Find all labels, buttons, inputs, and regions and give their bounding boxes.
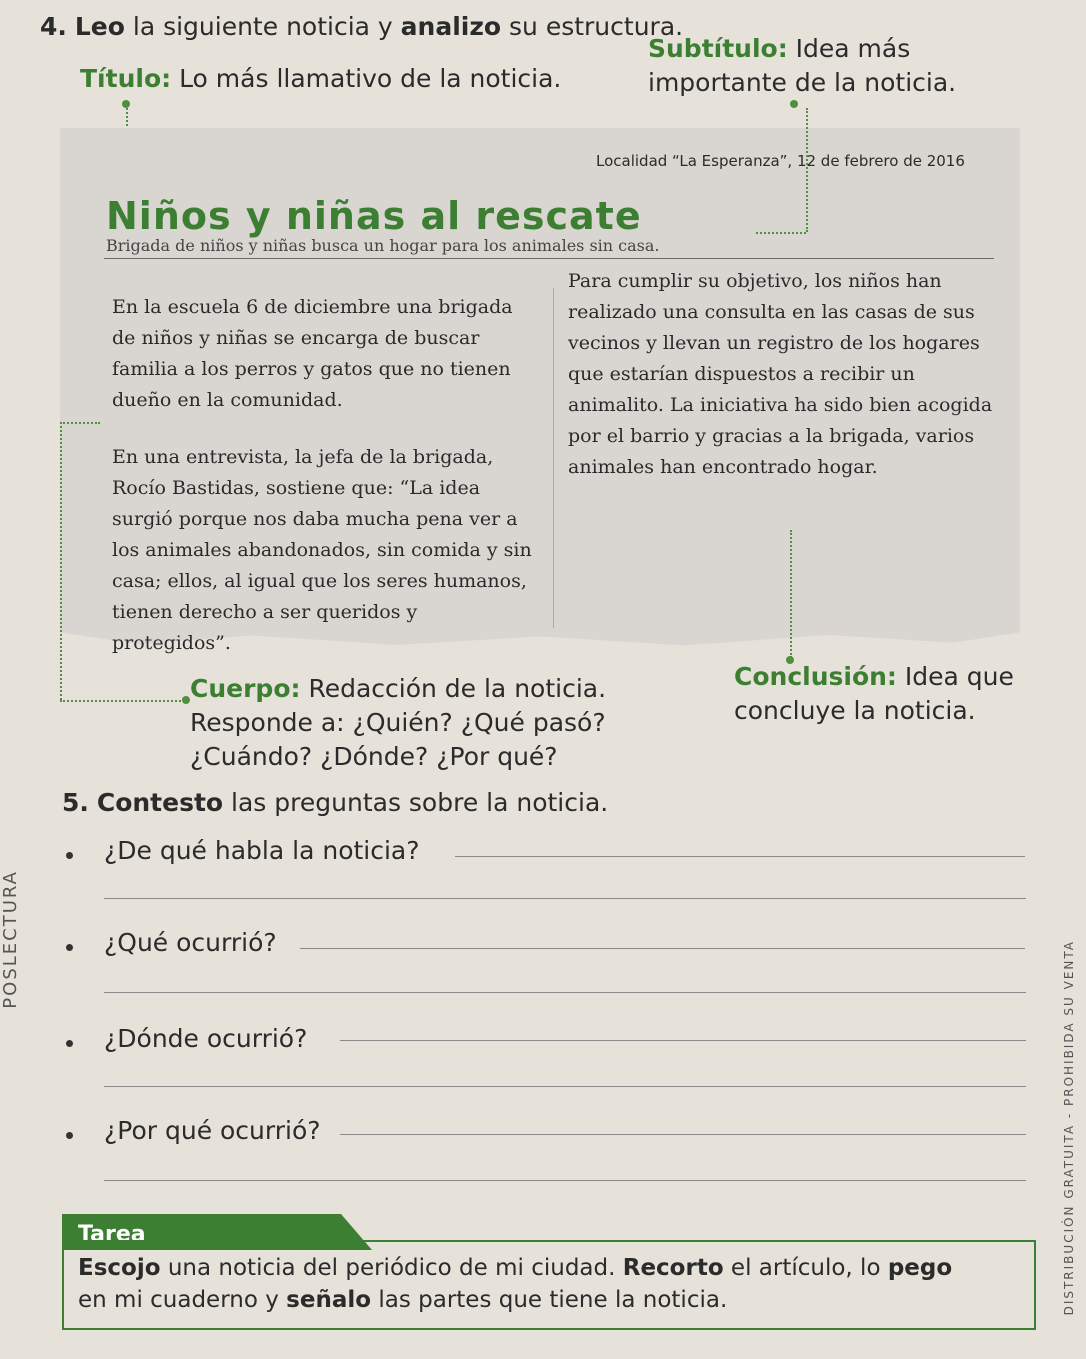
news-column-right	[568, 266, 993, 483]
title-label	[80, 62, 561, 96]
answer-line[interactable]	[455, 856, 1025, 857]
conclusion-label-text: Idea que	[896, 662, 1014, 691]
homework-text-part: las partes que tiene la noticia.	[371, 1287, 728, 1313]
answer-line[interactable]	[104, 992, 1026, 993]
answer-line[interactable]	[300, 948, 1025, 949]
section-number: 4.	[40, 12, 67, 41]
subtitle-connector-dot	[790, 100, 798, 108]
answer-line[interactable]	[340, 1134, 1026, 1135]
instruction-text: la siguiente noticia y	[124, 12, 401, 41]
subtitle-label	[648, 32, 1028, 100]
body-connector-dot	[182, 696, 190, 704]
news-column-left	[112, 292, 542, 659]
homework-text-part: una noticia del periódico de mi ciudad.	[160, 1255, 623, 1281]
instruction-verb: Leo	[74, 12, 125, 41]
subtitle-connector-line	[806, 108, 808, 232]
conclusion-label-line-2: concluye la noticia.	[734, 696, 976, 725]
section-number: 5.	[62, 788, 89, 817]
title-label-text: Lo más llamativo de la noticia.	[171, 64, 562, 93]
homework-text	[78, 1252, 1028, 1316]
homework-text-part: el artículo, lo	[723, 1255, 888, 1281]
bullet	[66, 852, 73, 859]
side-label-left: POSLECTURA	[0, 870, 21, 1009]
question: ¿Dónde ocurrió?	[104, 1024, 308, 1053]
title-label-key: Título:	[80, 64, 172, 93]
conclusion-connector-line	[790, 530, 792, 658]
homework-verb: Escojo	[78, 1255, 161, 1281]
instruction-verb-2: analizo	[400, 12, 502, 41]
news-paragraph: En la escuela 6 de diciembre una brigada de niños y niñas se encarga de buscar familia a los perros y gatos que no tienen dueño en la comunidad.	[112, 296, 513, 411]
instruction-text-end: su estructura.	[501, 12, 684, 41]
question: ¿Por qué ocurrió?	[104, 1116, 321, 1145]
subtitle-label-text-2: importante de la noticia.	[648, 68, 957, 97]
title-connector-dot	[122, 100, 130, 108]
body-label-key: Cuerpo:	[190, 674, 301, 703]
bullet	[66, 944, 73, 951]
conclusion-label-key: Conclusión:	[734, 662, 897, 691]
news-paragraph: Para cumplir su objetivo, los niños han realizado una consulta en las casas de sus vecinos y llevan un registro de los hogares que estarían dispuestos a recibir un animalito. La iniciativa ha sido bien acogida por el barrio y gracias a la brigada, varios animales han encontrado hogar.	[568, 270, 993, 478]
conclusion-label	[734, 660, 1054, 728]
column-divider	[553, 288, 554, 628]
bullet	[66, 1040, 73, 1047]
homework-text-part: en mi cuaderno y	[78, 1287, 287, 1313]
question: ¿Qué ocurrió?	[104, 928, 277, 957]
news-paragraph: En una entrevista, la jefa de la brigada, Rocío Bastidas, sostiene que: “La idea surgió porque nos daba mucha pena ver a los animales abandonados, sin comida y sin casa; ellos, al igual que los seres humanos, tienen derecho a ser queridos y protegidos”.	[112, 446, 532, 654]
answer-line[interactable]	[104, 1086, 1026, 1087]
side-label-right: DISTRIBUCIÓN GRATUITA - PROHIBIDA SU VENTA	[1062, 940, 1076, 1316]
instruction-verb: Contesto	[96, 788, 224, 817]
body-connector-line	[60, 422, 62, 700]
body-label-text: Redacción de la noticia.	[300, 674, 607, 703]
body-label-line-3: ¿Cuándo? ¿Dónde? ¿Por qué?	[190, 742, 558, 771]
question: ¿De qué habla la noticia?	[104, 836, 420, 865]
news-subheadline: Brigada de niños y niñas busca un hogar para los animales sin casa.	[106, 236, 660, 255]
section-4-instruction	[40, 10, 683, 44]
subtitle-connector-arrow	[756, 232, 806, 234]
body-connector-top	[60, 422, 100, 424]
answer-line[interactable]	[104, 1180, 1026, 1181]
headline-rule	[104, 258, 994, 259]
dateline: Localidad “La Esperanza”, 12 de febrero de 2016	[596, 152, 965, 170]
instruction-text: las preguntas sobre la noticia.	[223, 788, 609, 817]
body-connector-bottom	[60, 700, 188, 702]
news-headline: Niños y niñas al rescate	[106, 194, 642, 238]
bullet	[66, 1132, 73, 1139]
homework-verb: señalo	[286, 1287, 372, 1313]
homework-verb: Recorto	[622, 1255, 724, 1281]
subtitle-label-text-1: Idea más	[787, 34, 911, 63]
body-label-line-2: Responde a: ¿Quién? ¿Qué pasó?	[190, 708, 606, 737]
answer-line[interactable]	[104, 898, 1026, 899]
homework-tab-label: Tarea	[78, 1222, 146, 1247]
section-5-instruction	[62, 786, 608, 820]
body-label	[190, 672, 710, 774]
subtitle-label-key: Subtítulo:	[648, 34, 788, 63]
homework-verb: pego	[887, 1255, 953, 1281]
answer-line[interactable]	[340, 1040, 1026, 1041]
